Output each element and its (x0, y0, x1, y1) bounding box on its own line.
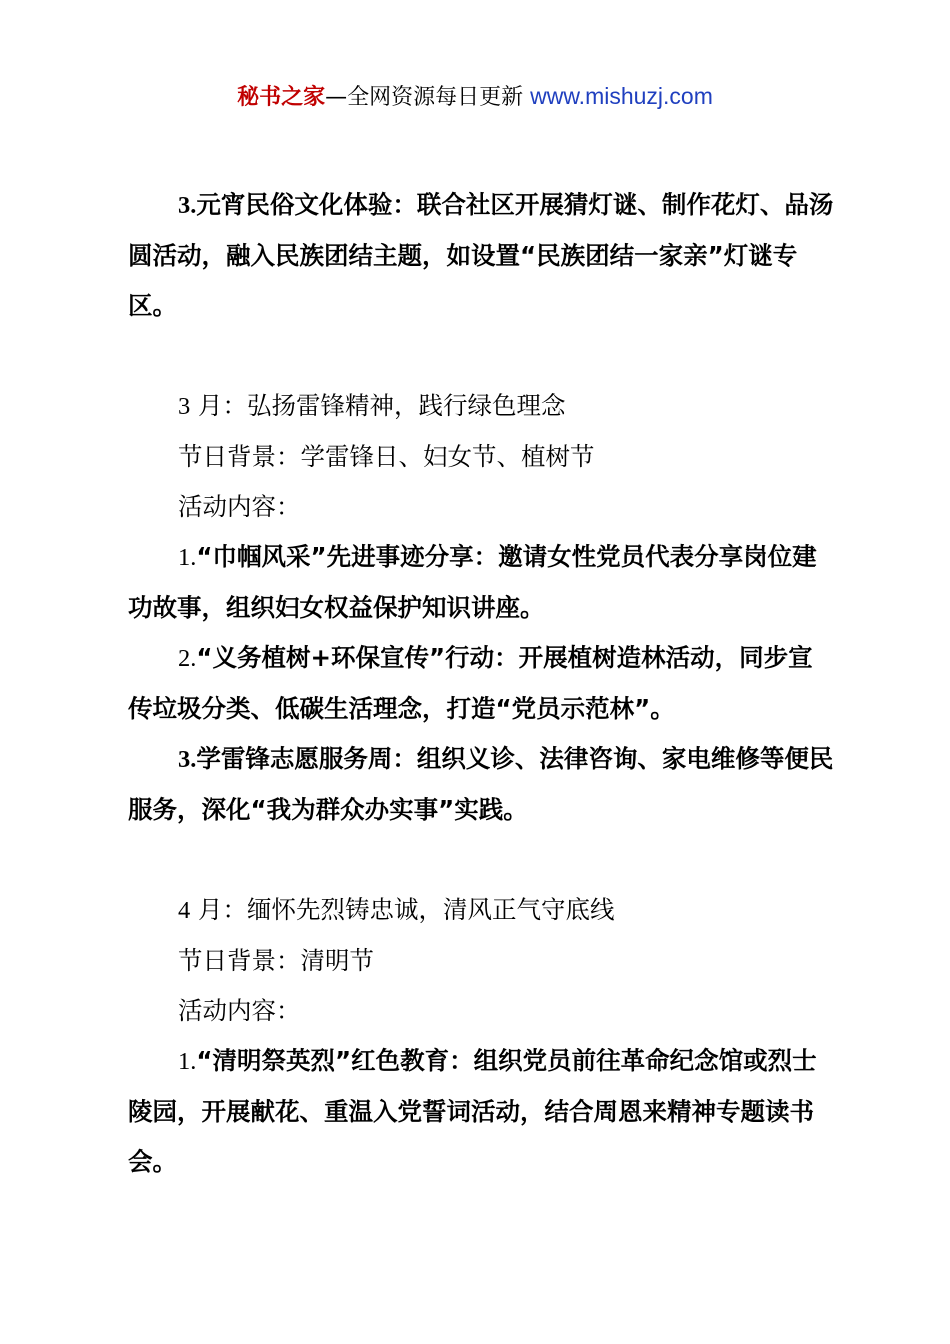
month-title-text: 月：弘扬雷锋精神，践行绿色理念 (198, 391, 566, 420)
site-url-link[interactable]: www.mishuzj.com (530, 83, 713, 109)
march-title (128, 381, 834, 432)
section-gap (128, 331, 834, 381)
brand-name: 秘书之家 (237, 85, 326, 110)
item-text: “清明祭英烈”红色教育：组织党员前往革命纪念馆或烈士陵园，开展献花、重温入党誓词活动，结合周恩来精神专题读书会。 (128, 1046, 817, 1176)
document-body (128, 180, 834, 1187)
april-item-1 (128, 1036, 834, 1187)
march-item-2 (128, 633, 834, 734)
april-background: 节日背景：清明节 (178, 946, 374, 975)
item-number: 3. (178, 192, 197, 219)
month-title-text: 月：缅怀先烈铸忠诚，清风正气守底线 (198, 895, 615, 924)
feb-item-3 (128, 180, 834, 331)
march-item-3 (128, 734, 834, 835)
item-number: 2. (178, 645, 197, 672)
item-number: 1. (178, 544, 197, 571)
march-item-1 (128, 532, 834, 633)
item-number: 3. (178, 746, 197, 773)
month-number: 3 (178, 393, 191, 420)
page-header (0, 80, 950, 114)
item-text: “义务植树+环保宣传”行动：开展植树造林活动，同步宣传垃圾分类、低碳生活理念，打造“党员示范林”。 (128, 643, 813, 723)
april-title (128, 885, 834, 936)
march-background: 节日背景：学雷锋日、妇女节、植树节 (178, 442, 595, 471)
header-tagline: —全网资源每日更新 (325, 85, 524, 110)
item-text: “巾帼风采”先进事迹分享：邀请女性党员代表分享岗位建功故事，组织妇女权益保护知识讲座。 (128, 542, 817, 622)
section-gap (128, 835, 834, 885)
month-number: 4 (178, 897, 191, 924)
item-number: 1. (178, 1048, 197, 1075)
april-content-label: 活动内容： (178, 996, 301, 1025)
item-text: 学雷锋志愿服务周：组织义诊、法律咨询、家电维修等便民服务，深化“我为群众办实事”实践。 (128, 744, 834, 824)
march-content-label: 活动内容： (178, 492, 301, 521)
item-text: 元宵民俗文化体验：联合社区开展猜灯谜、制作花灯、品汤圆活动，融入民族团结主题，如设置“民族团结一家亲”灯谜专区。 (128, 190, 834, 320)
